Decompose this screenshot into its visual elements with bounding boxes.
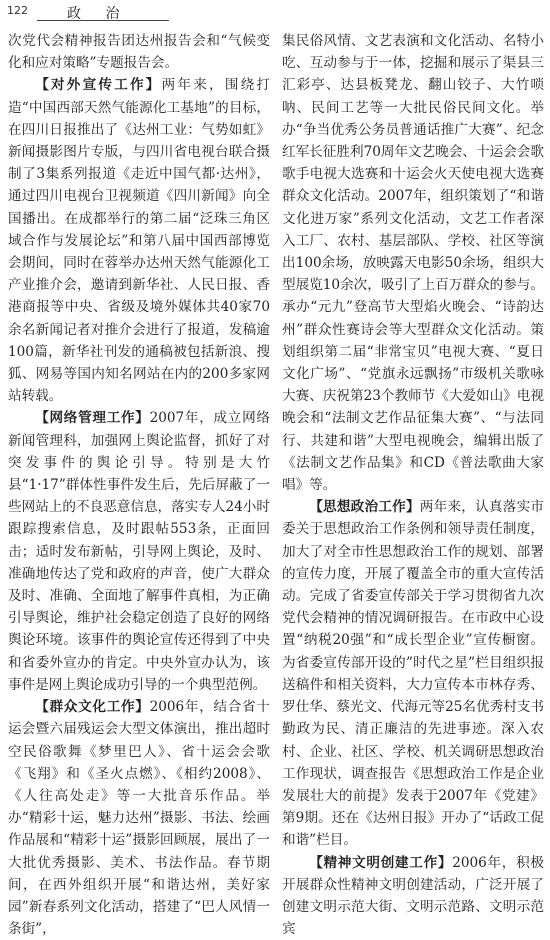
paragraph <box>8 30 270 74</box>
paragraph <box>8 696 270 940</box>
section-heading: 【精神文明创建工作】 <box>309 854 453 871</box>
page-number: 122 <box>7 4 28 17</box>
paragraph <box>282 30 544 496</box>
paragraph <box>8 74 270 407</box>
paragraph <box>282 852 544 940</box>
paragraph <box>282 496 544 851</box>
paragraph-text: 两年来，围绕打造“中国西部天然气能源化工基地”的目标，在四川日报推出了《达州工业：气势如虹》新闻摄影图片专版，与四川省电视台联合摄制了3集系列报道《走近中国气都·达州》，通过四川电视台卫视频道《四川新闻》向全国播出。在成都举行的第二届“泛珠三角区域合作与发展论坛”和第八届中国西部博览会期间，同时在蓉举办达州天然气能源化工产业推介会，邀请到新华社、人民日报、香港商报等中央、省级及境外媒体共40家70余名新闻记者对推介会进行了报道，发稿逾100篇，新华社刊发的通稿被包括新浪、搜狐、网易等国内知名网站在内的200多家网站转载。 <box>8 77 271 405</box>
section-heading: 【思想政治工作】 <box>309 499 420 516</box>
paragraph-text: 次党代会精神报告团达州报告会和“气候变化和应对策略”专题报告会。 <box>8 33 270 72</box>
section-heading: 【对外宣传工作】 <box>35 77 162 94</box>
header-rule <box>37 20 169 21</box>
page-header <box>7 3 297 21</box>
right-column <box>282 30 544 940</box>
section-heading: 【群众文化工作】 <box>35 699 150 716</box>
paragraph-text: 2007年，成立网络新闻管理科，加强网上舆论监督，抓好了对突发事件的舆论引导。特别是大竹县“1·17”群体性事件发生后，先后屏蔽了一些网站上的不良恶意信息，落实专人24小时跟踪搜索信息，及时跟帖553条，正面回击；适时发布新帖，引导网上舆论，及时、准确地传达了党和政府的声音，使广大群众及时、准确、全面地了解事件真相，为正确引导舆论，维护社会稳定创造了良好的网络舆论环境。该事件的舆论宣传还得到了中央和省委外宣办的肯定。中央外宣办认为，该事件是网上舆论成功引导的一个典型范例。 <box>8 410 270 693</box>
paragraph-text: 集民俗风情、文艺表演和文化活动、名特小吃、互动参与于一体，挖掘和展示了渠县三汇彩亭、达县板凳龙、翻山铰子、大竹唢呐、民间工艺等一大批民俗民间文化。举办“争当优秀公务员普通话推广大赛”、纪念红军长征胜利70周年文艺晚会、十运会会歌歌手电视大选赛和十运会火天使电视大选赛群众文化活动。2007年，组织策划了“和谐文化进万家”系列文化活动，文艺工作者深入工厂、农村、基层部队、学校、社区等演出100余场，放映露天电影50余场，组织大型展览10余次，吸引了上百万群众的参与。承办“元九”登高节大型焰火晚会、“诗韵达州”群众性赛诗会等大型群众文化活动。策划组织第二届“非常宝贝”电视大赛、“夏日文化广场”、“党旗永远飘扬”市级机关歌咏大赛、庆祝第23个教师节《大爱如山》电视晚会和“法制文艺作品征集大赛”、“与法同行、共建和谐”大型电视晚会，编辑出版了《法制文艺作品集》和CD《普法歌曲大家唱》等。 <box>282 33 544 494</box>
paragraph-text: 2006年，积极开展群众性精神文明创建活动，广泛开展了创建文明示范大街、文明示范路、文明示范宾 <box>282 854 544 938</box>
paragraph <box>8 407 270 696</box>
paragraph-text: 两年来，认真落实市委关于思想政治工作条例和领导责任制度，加大了对全市性思想政治工作的规划、部署的宣传力度，开展了覆盖全市的重大宣传活动。完成了省委宣传部关于学习贯彻省九次党代会精神的情况调研报告。在市政中心设置“纳税20强”和“成长型企业”宣传橱窗。为省委宣传部开设的”时代之星”栏目组织报送稿件和相关资料，大力宣传本市林存秀、罗仕华、蔡光文、代海元等25名优秀村支书勤政为民、清正廉洁的先进事迹。深入农村、企业、社区、学校、机关调研思想政治工作现状，调查报告《思想政治工作是企业发展壮大的前提》发表于2007年《党建》第9期。还在《达州日报》开办了“话政工促和谐”栏目。 <box>282 499 544 849</box>
section-heading: 【网络管理工作】 <box>35 410 150 427</box>
section-title: 政 治 <box>67 6 130 22</box>
paragraph-text: 2006年，结合省十运会暨六届残运会大型文体演出，推出超时空民俗歌舞《梦里巴人》、省十运会会歌《飞翔》和《圣火点燃》、《相约2008》、《人往高处走》等一大批音乐作品。举办“精彩十运，魅力达州”摄影、书法、绘画作品展和“精彩十运”摄影回顾展，展出了一大批优秀摄影、美术、书法作品。春节期间，在西外组织开展“和谐达州，美好家园”新春系列文化活动，搭建了“巴人风情一条街”， <box>8 699 270 938</box>
left-column <box>8 30 270 940</box>
